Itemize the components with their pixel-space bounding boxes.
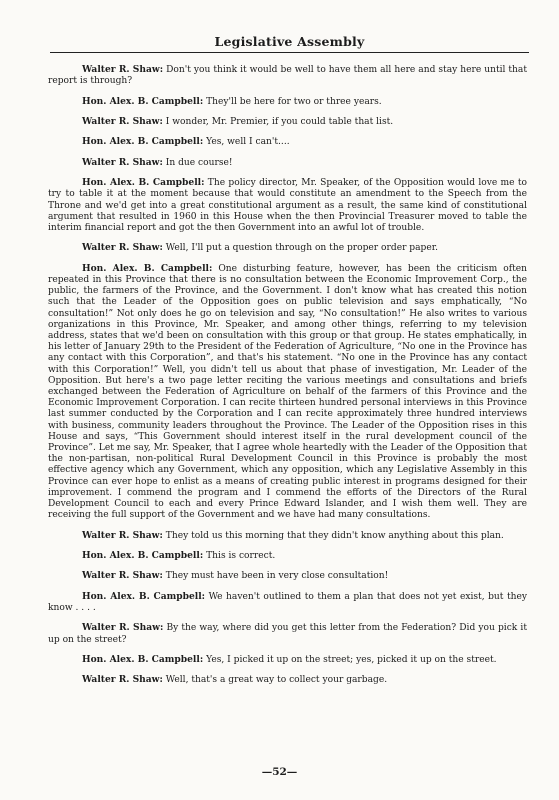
speaker-name: Walter R. Shaw: <box>82 622 164 634</box>
speech-text: Yes, I picked it up on the street; yes, picked it up on the street. <box>206 654 497 665</box>
speech-paragraph <box>48 136 527 148</box>
speech-paragraph <box>48 242 527 254</box>
speaker-name: Hon. Alex. B. Campbell: <box>82 590 206 602</box>
speech-paragraph <box>48 177 527 234</box>
speaker-name: Hon. Alex. B. Campbell: <box>82 136 204 148</box>
speech-paragraph <box>48 263 527 522</box>
speaker-name: Hon. Alex. B. Campbell: <box>82 550 204 561</box>
speaker-name: Walter R. Shaw: <box>82 242 163 254</box>
speech-text: Yes, well I can't.... <box>206 137 290 148</box>
speech-text: Don't you think it would be well to have them all here and stay here until that report is through? <box>48 65 527 87</box>
speech-paragraph <box>48 116 527 128</box>
speaker-name: Hon. Alex. B. Campbell: <box>82 262 213 274</box>
speech-paragraph <box>48 591 527 614</box>
speech-text: This is correct. <box>206 551 276 561</box>
speech-text: The policy director, Mr. Speaker, of the Opposition would love me to try to table it at the moment because that would constitute an amendment to the Speech from the Throne and we'd get into a great constitutional argument as a result, the same kind of constitutional argument that resulted in 1960 in this House when the then Provincial Treasurer moved to table the interim financial report and got the then Government into an awful lot of trouble. <box>48 178 527 233</box>
speaker-name: Hon. Alex. B. Campbell: <box>82 95 204 107</box>
speech-paragraph <box>48 96 527 108</box>
speaker-name: Walter R. Shaw: <box>82 156 163 168</box>
speech-paragraph <box>48 674 527 686</box>
speaker-name: Walter R. Shaw: <box>82 115 163 127</box>
speech-paragraph <box>48 550 527 562</box>
speech-paragraph <box>48 654 527 666</box>
speaker-name: Walter R. Shaw: <box>82 529 163 541</box>
speech-text: Well, that's a great way to collect your garbage. <box>165 675 388 686</box>
speaker-name: Hon. Alex. B. Campbell: <box>82 177 205 189</box>
speech-text: In due course! <box>165 157 233 168</box>
speech-text: I wonder, Mr. Premier, if you could table that list. <box>165 116 394 127</box>
transcript-body <box>48 64 527 695</box>
speaker-name: Hon. Alex. B. Campbell: <box>82 653 204 665</box>
speech-text: One disturbing feature, however, has been the criticism often repeated in this Province that there is no consultation between the Economic Improvement Corp., the public, the farmers of the Province, and the Government. I don't know what has created this notion such that the Leader of the Opposition goes on public television and says emphatically, “No consultation!” Not only does he go on television and say, “No consultation!” He also writes to various organizations in this Province, Mr. Speaker, and among other things, referring to my television address, states that we'd been on consultation with this group or that group. He states emphatically, in his letter of January 29th to the President of the Federation of Agriculture, “No one in the Province has any contact with this Corporation”, and that's his statement. “No one in the Province has any contact with this Corporation!” Well, you didn't tell us about that phase of investigation, Mr. Leader of the Opposition. But here's a two page letter reciting the various meetings and consultations and briefs exchanged between the Federation of Agriculture on behalf of the farmers of this Province and the Economic Improvement Corporation. I can recite thirteen hundred personal interviews in this Province last summer conducted by the Corporation and I can recite approximately three hundred interviews with business, community leaders throughout the Province. The Leader of the Opposition rises in this House and says, “This Government should interest itself in the rural development council of the Province”. Let me say, Mr. Speaker, that I agree whole heartedly with the Leader of the Opposition that the non-partisan, non-political Rural Development Council in this Province is probably the most effective agency which any Government, which any opposition, which any Legislative Assembly in this Province can ever hope to enlist as a means of creating public interest in programs designed for their improvement. I commend the program and I commend the efforts of the Directors of the Rural Development Council to each and every Prince Edward Islander, and I wish them well. They are receiving the full support of the Government and we have had many consultations. <box>48 263 527 521</box>
speech-paragraph <box>48 64 527 87</box>
speech-text: They'll be here for two or three years. <box>206 96 382 107</box>
speech-text: Well, I'll put a question through on the proper order paper. <box>165 243 438 254</box>
speech-paragraph <box>48 157 527 169</box>
speech-text: We haven't outlined to them a plan that does not yet exist, but they know . . . . <box>48 591 527 613</box>
page-number: —52— <box>261 766 298 778</box>
speech-text: By the way, where did you get this letter from the Federation? Did you pick it up on the street? <box>48 623 527 645</box>
speaker-name: Walter R. Shaw: <box>82 64 164 75</box>
speech-text: They told us this morning that they didn't know anything about this plan. <box>165 530 504 541</box>
speech-text: They must have been in very close consultation! <box>165 571 389 582</box>
speaker-name: Walter R. Shaw: <box>82 570 163 582</box>
speech-paragraph <box>48 570 527 582</box>
speaker-name: Walter R. Shaw: <box>82 674 163 686</box>
page-header: Legislative Assembly <box>50 34 529 53</box>
speech-paragraph <box>48 530 527 542</box>
speech-paragraph <box>48 622 527 645</box>
